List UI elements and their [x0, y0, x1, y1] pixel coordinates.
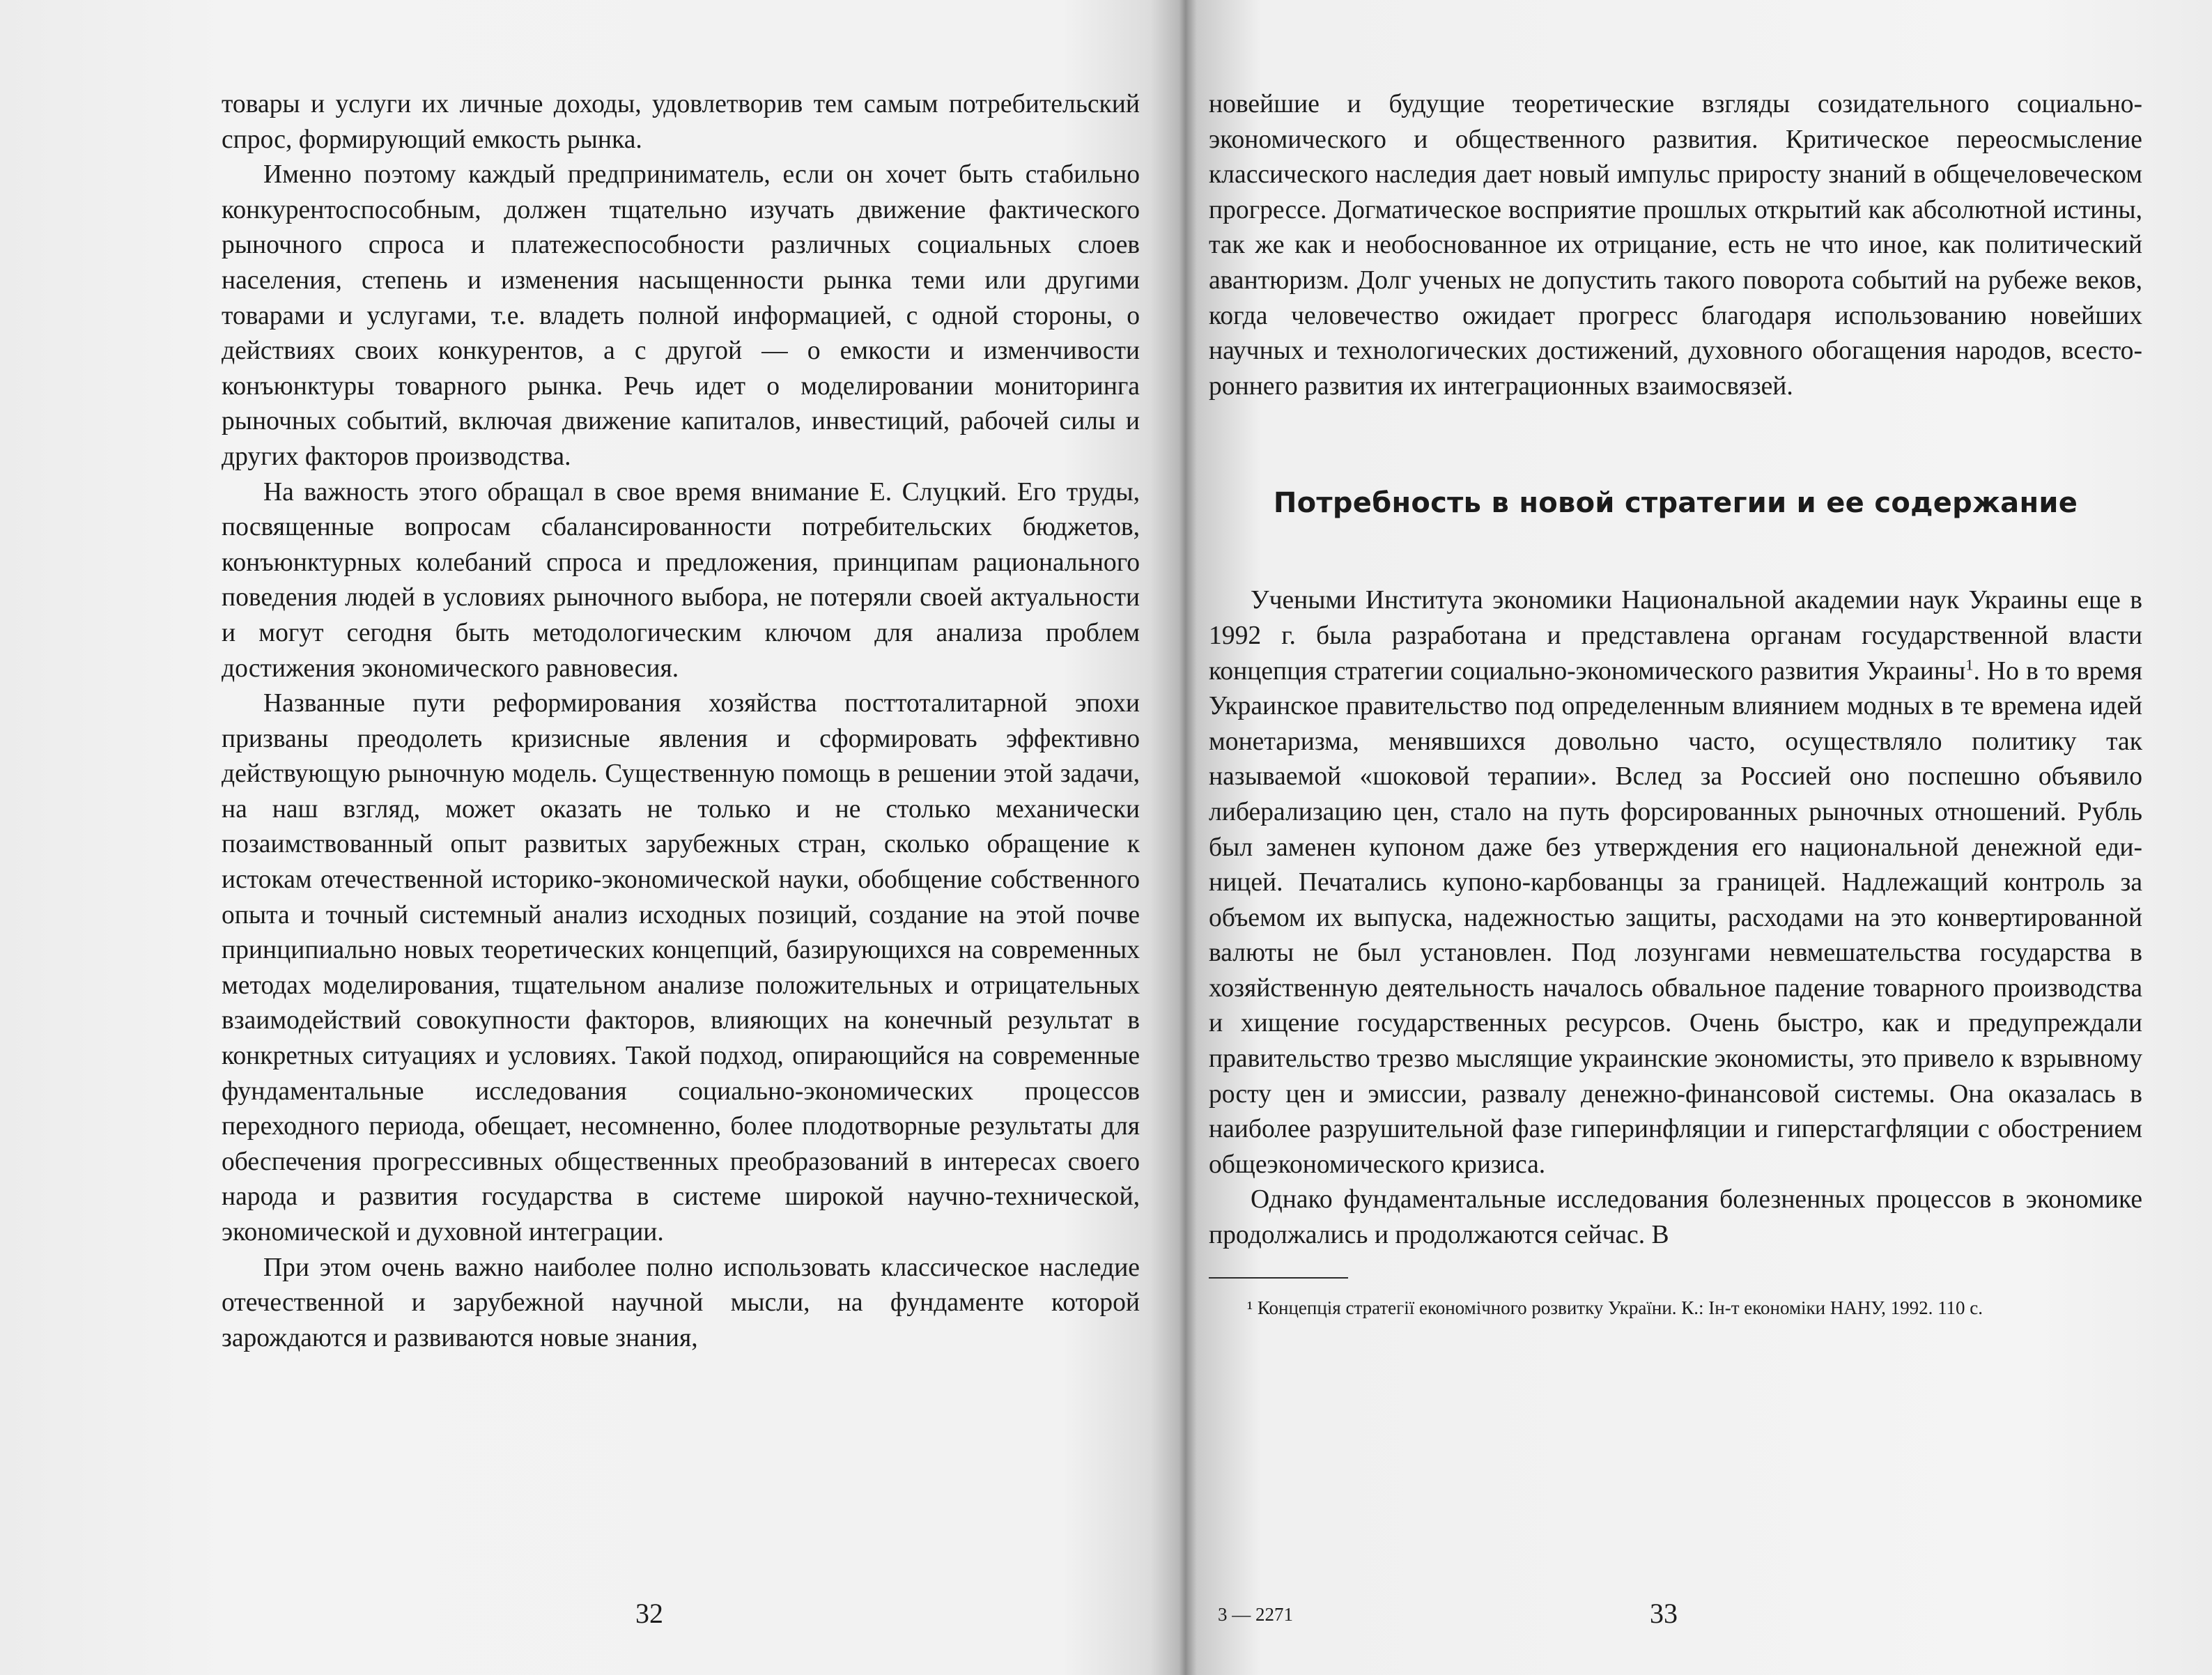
- right-page-number: 33: [1650, 1598, 1678, 1629]
- printer-signature-mark: 3 — 2271: [1218, 1604, 1293, 1625]
- left-page-number: 32: [635, 1598, 663, 1629]
- left-paragraph-1: товары и услуги их личные доходы, удовлетворив тем самым потребительский спрос, формирующий емкость рынка.: [222, 90, 1140, 154]
- left-page-text: [222, 87, 1140, 1613]
- right-page-text: [1209, 87, 2142, 1613]
- left-paragraph-2: Именно поэтому каждый предприниматель, если он хочет быть стабильно конкурентоспособным, должен тщательно изучать движение фактического рыночного спроса и платежеспособности различных социальных слоев населения, степень и изменения насыщенности рынка теми или другими товарами и услугами, т.е. владеть полной информацией, с одной стороны, о действиях своих конкурентов, а с другой — о емкости и изменчивости конъюнктуры товарного рынка. Речь идет о моделировании мониторинга рыночных событий, включая движение капиталов, инвестиций, рабочей силы и других факторов производства.: [222, 160, 1140, 471]
- right-page: [1177, 0, 2212, 1675]
- right-paragraph-1-rest: . Но в то время Украинское правительство под определенным влиянием модных в те времена идей монетаризма, менявшихся довольно часто, осуществляло политику так называемой «шоковой терапии». Вслед за Россией оно поспешно объявило либерализацию цен, стало на путь форсированных рыночных отношений. Рубль был заменен купоном даже без утверждения его национальной денежной единицей. Печатались купоно-карбованцы за границей. Надлежащий контроль за объемом их выпуска, надежностью защиты, расходами на это конвертированной валюты не был установлен. Под лозунгами невмешательства государства в хозяйственную деятельность началось обвальное падение товарного производства и хищение государственных ресурсов. Очень быстро, как и предупреждали правительство трезво мыслящие украинские экономисты, это привело к взрывному росту цен и эмиссии, развалу денежно-финансовой системы. Она оказалась в наиболее разрушительной фазе гиперинфляции и гиперстагфляции с обострением общеэкономического кризиса.: [1209, 656, 2142, 1179]
- section-title: Потребность в новой стратегии и ее содержание: [1273, 487, 2078, 520]
- left-paragraph-5: При этом очень важно наиболее полно использовать классическое наследие отечественной и зарубежной научной мысли, на фундаменте которой зарождаются и развиваются новые знания,: [222, 1253, 1140, 1352]
- footnote-reference[interactable]: 1: [1965, 656, 1974, 673]
- left-paragraph-4: Названные пути реформирования хозяйства посттоталитарной эпохи призваны преодолеть кризисные явления и сформировать эффективно действующую рыночную модель. Существенную помощь в решении этой задачи, на наш взгляд, может оказать не только и не столько механически позаимствованный опыт развитых зарубежных стран, сколько обращение к истокам отечественной историко-экономической науки, обобщение собственного опыта и точный системный анализ исходных позиций, создание на этой почве принципиально новых теоретических концепций, базирующихся на современных методах моделирования, тщательном анализе положительных и отрицательных взаимодействий совокупности факторов, влияющих на конечный результат в конкретных ситуациях и условиях. Такой подход, опирающийся на современные фундаментальные исследования социально-экономических процессов переходного периода, обещает, несомненно, более плодотворные результаты для обеспечения прогрессивных общественных преобразований в интересах своего народа и развития государства в системе широкой научно-технической, экономической и духовной интеграции.: [222, 689, 1140, 1246]
- right-paragraph-1: [1209, 583, 2142, 1182]
- right-paragraph-2: Однако фундаментальные исследования болезненных процессов в экономике продолжались и продолжаются сейчас. В: [1209, 1185, 2142, 1250]
- footnote-divider: [1209, 1277, 1348, 1279]
- right-paragraph-1-start: Учеными Института экономики Национальной академии наук Украины еще в 1992 г. была разработана и представлена органам государственной власти концепция стратегии социально-экономического развития Украины: [1209, 586, 2142, 686]
- footnote: ¹ Концепція стратегії економічного розвитку України. К.: Ін-т економіки НАНУ, 1992. 110 с.: [1247, 1297, 1983, 1318]
- right-intro-paragraph: новейшие и будущие теоретические взгляды созидательного социально-экономического и общественного развития. Критическое переосмысление классического наследия дает новый импульс приросту знаний в общечеловеческом прогрессе. Догматическое восприятие прошлых открытий как абсолютной истины, так же как и необоснованное их отрицание, есть не что иное, как политический авантюризм. Долг ученых не допустить такого поворота событий на рубеже веков, когда человечество ожидает прогресс благодаря использованию новейших научных и технологических достижений, духовного обогащения народов, всестороннего развития их интеграционных взаимосвязей.: [1209, 90, 2142, 401]
- left-paragraph-3: На важность этого обращал в свое время внимание Е. Слуцкий. Его труды, посвященные вопросам сбалансированности потребительских бюджетов, конъюнктурных колебаний спроса и предложения, принципам рационального поведения людей в условиях рыночного выбора, не потеряли своей актуальности и могут сегодня быть методологическим ключом для анализа проблем достижения экономического равновесия.: [222, 477, 1140, 683]
